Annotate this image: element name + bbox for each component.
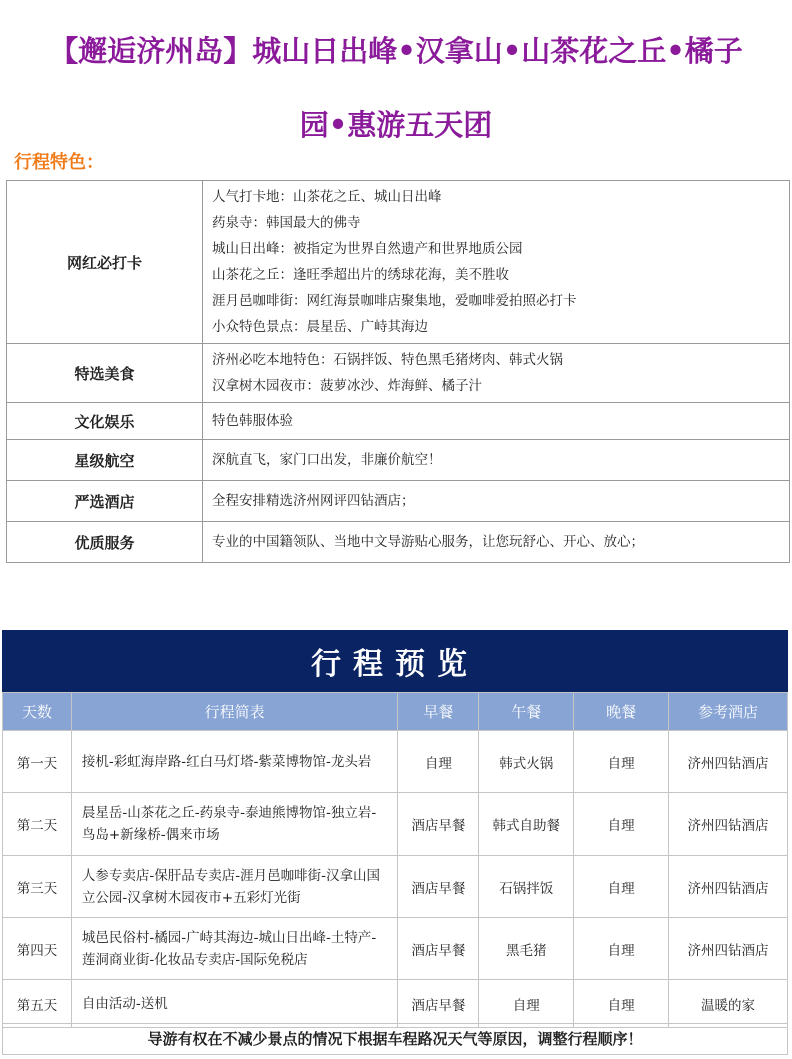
col-header-day: 天数 bbox=[3, 693, 72, 731]
feature-value bbox=[203, 181, 790, 344]
feature-row bbox=[7, 181, 790, 344]
dinner-cell: 自理 bbox=[574, 918, 669, 980]
table-row bbox=[3, 731, 788, 793]
hotel-cell: 温暖的家 bbox=[669, 980, 788, 1028]
table-row bbox=[3, 856, 788, 918]
col-header-hotel: 参考酒店 bbox=[669, 693, 788, 731]
col-header-dinner: 晚餐 bbox=[574, 693, 669, 731]
page-title bbox=[0, 14, 792, 162]
table-row bbox=[3, 980, 788, 1028]
feature-value bbox=[203, 440, 790, 481]
feature-row bbox=[7, 403, 790, 440]
dinner-cell: 自理 bbox=[574, 980, 669, 1028]
route-cell: 接机-彩虹海岸路-红白马灯塔-紫菜博物馆-龙头岩 bbox=[71, 731, 398, 793]
itinerary-footnote: 导游有权在不减少景点的情况下根据车程路况天气等原因，调整行程顺序！ bbox=[2, 1023, 788, 1055]
feature-line: 汉拿树木园夜市：菠萝冰沙、炸海鲜、橘子汁 bbox=[212, 378, 482, 394]
day-cell: 第五天 bbox=[3, 980, 72, 1028]
table-row bbox=[3, 793, 788, 856]
day-cell: 第二天 bbox=[3, 793, 72, 856]
table-header-row bbox=[3, 693, 788, 731]
dinner-cell: 自理 bbox=[574, 856, 669, 918]
feature-line: 全程安排精选济州网评四钻酒店； bbox=[212, 493, 415, 509]
features-heading: 行程特色： bbox=[14, 152, 104, 173]
col-header-lunch: 午餐 bbox=[479, 693, 574, 731]
dinner-cell: 自理 bbox=[574, 793, 669, 856]
feature-row bbox=[7, 522, 790, 563]
dinner-cell: 自理 bbox=[574, 731, 669, 793]
overview-banner: 行程预览 bbox=[2, 630, 788, 692]
day-cell: 第一天 bbox=[3, 731, 72, 793]
lunch-cell: 韩式火锅 bbox=[479, 731, 574, 793]
day-cell: 第三天 bbox=[3, 856, 72, 918]
features-table bbox=[6, 180, 790, 563]
feature-line: 专业的中国籍领队、当地中文导游贴心服务，让您玩舒心、开心、放心； bbox=[212, 534, 644, 550]
feature-key: 文化娱乐 bbox=[7, 403, 203, 440]
breakfast-cell: 酒店早餐 bbox=[398, 856, 479, 918]
feature-key: 特选美食 bbox=[7, 344, 203, 403]
feature-key: 严选酒店 bbox=[7, 481, 203, 522]
breakfast-cell: 自理 bbox=[398, 731, 479, 793]
route-cell: 自由活动-送机 bbox=[71, 980, 398, 1028]
feature-key: 优质服务 bbox=[7, 522, 203, 563]
col-header-breakfast: 早餐 bbox=[398, 693, 479, 731]
route-cell: 晨星岳-山茶花之丘-药泉寺-泰迪熊博物馆-独立岩-鸟岛+新缘桥-偶来市场 bbox=[71, 793, 398, 856]
day-cell: 第四天 bbox=[3, 918, 72, 980]
feature-value bbox=[203, 403, 790, 440]
feature-value bbox=[203, 344, 790, 403]
col-header-route: 行程简表 bbox=[71, 693, 398, 731]
feature-line: 深航直飞，家门口出发，非廉价航空！ bbox=[212, 452, 442, 468]
table-row bbox=[3, 918, 788, 980]
lunch-cell: 韩式自助餐 bbox=[479, 793, 574, 856]
hotel-cell: 济州四钻酒店 bbox=[669, 918, 788, 980]
hotel-cell: 济州四钻酒店 bbox=[669, 731, 788, 793]
feature-line: 涯月邑咖啡街：网红海景咖啡店聚集地，爱咖啡爱拍照必打卡 bbox=[212, 293, 577, 309]
breakfast-cell: 酒店早餐 bbox=[398, 918, 479, 980]
feature-line: 山茶花之丘：逢旺季超出片的绣球花海，美不胜收 bbox=[212, 267, 509, 283]
feature-row bbox=[7, 481, 790, 522]
lunch-cell: 黑毛猪 bbox=[479, 918, 574, 980]
feature-value bbox=[203, 481, 790, 522]
hotel-cell: 济州四钻酒店 bbox=[669, 793, 788, 856]
feature-row bbox=[7, 440, 790, 481]
title-line-1: 【邂逅济州岛】城山日出峰•汉拿山•山茶花之丘•橘子 bbox=[49, 34, 743, 68]
feature-line: 小众特色景点：晨星岳、广峙其海边 bbox=[212, 319, 428, 335]
feature-line: 济州必吃本地特色：石锅拌饭、特色黑毛猪烤肉、韩式火锅 bbox=[212, 352, 563, 368]
itinerary-table bbox=[2, 692, 788, 1028]
feature-key: 星级航空 bbox=[7, 440, 203, 481]
lunch-cell: 石锅拌饭 bbox=[479, 856, 574, 918]
feature-line: 人气打卡地：山茶花之丘、城山日出峰 bbox=[212, 189, 442, 205]
feature-row bbox=[7, 344, 790, 403]
hotel-cell: 济州四钻酒店 bbox=[669, 856, 788, 918]
lunch-cell: 自理 bbox=[479, 980, 574, 1028]
feature-value bbox=[203, 522, 790, 563]
feature-line: 城山日出峰：被指定为世界自然遗产和世界地质公园 bbox=[212, 241, 523, 257]
route-cell: 城邑民俗村-橘园-广峙其海边-城山日出峰-土特产-莲洞商业街-化妆品专卖店-国际免税店 bbox=[71, 918, 398, 980]
breakfast-cell: 酒店早餐 bbox=[398, 793, 479, 856]
feature-line: 药泉寺：韩国最大的佛寺 bbox=[212, 215, 361, 231]
title-line-2: 园•惠游五天团 bbox=[299, 108, 493, 142]
feature-key: 网红必打卡 bbox=[7, 181, 203, 344]
breakfast-cell: 酒店早餐 bbox=[398, 980, 479, 1028]
route-cell: 人参专卖店-保肝品专卖店-涯月邑咖啡街-汉拿山国立公园-汉拿树木园夜市+五彩灯光街 bbox=[71, 856, 398, 918]
feature-line: 特色韩服体验 bbox=[212, 413, 293, 429]
